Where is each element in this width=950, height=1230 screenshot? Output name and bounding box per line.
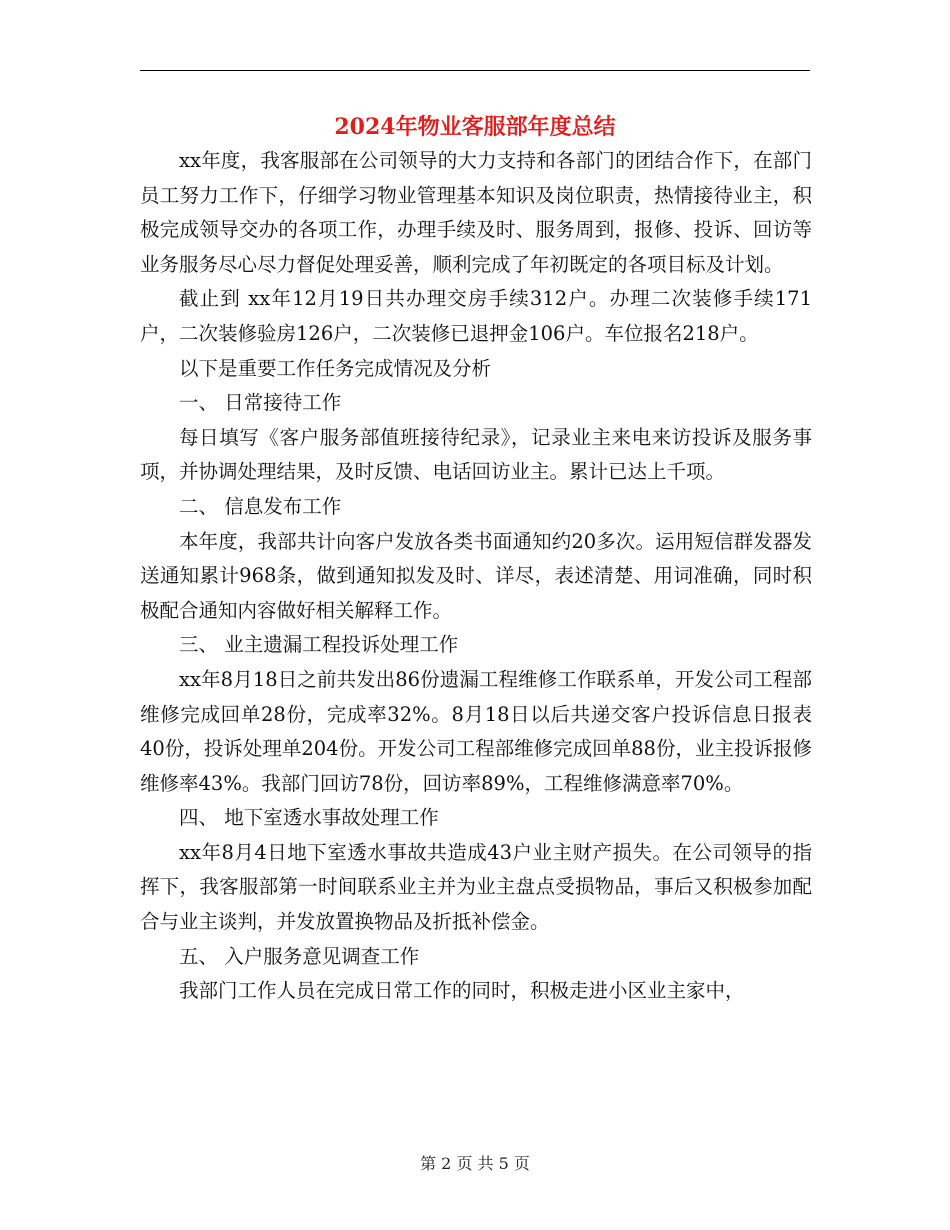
section-heading-basement: 四、 地下室透水事故处理工作	[179, 806, 439, 830]
section-heading-reception: 一、 日常接待工作	[179, 391, 342, 415]
paragraph-notices: 本年度，我部共计向客户发放各类书面通知约20多次。运用短信群发器发送通知累计968条，做到通知拟发及时、详尽，表述清楚、用词准确，同时积极配合通知内容做好相关解释工作。	[140, 529, 812, 622]
header-rule	[140, 70, 810, 71]
page-number: 第 2 页 共 5 页	[420, 1154, 530, 1173]
paragraph-complaints: xx年8月18日之前共发出86份遗漏工程维修工作联系单，开发公司工程部维修完成回单28份，完成率32%。8月18日以后共递交客户投诉信息日报表40份，投诉处理单204份。开发公司工程部维修完成回单88份，业主投诉报修维修率43%。我部门回访78份，回访率89%，工程维修满意率70%。	[140, 667, 812, 795]
document-title: 2024年物业客服部年度总结	[334, 114, 616, 140]
paragraph-reception: 每日填写《客户服务部值班接待纪录》，记录业主来电来访投诉及服务事项，并协调处理结果，及时反馈、电话回访业主。累计已达上千项。	[140, 425, 812, 484]
document-body	[140, 144, 812, 1009]
paragraph-statistics: 截止到 xx年12月19日共办理交房手续312户。办理二次装修手续171户，二次装修验房126户，二次装修已退押金106户。车位报名218户。	[140, 287, 812, 345]
section-heading-survey: 五、 入户服务意见调查工作	[179, 944, 420, 968]
paragraph-overview: 以下是重要工作任务完成情况及分析	[179, 356, 492, 380]
section-heading-complaints: 三、 业主遗漏工程投诉处理工作	[179, 633, 459, 657]
paragraph-survey: 我部门工作人员在完成日常工作的同时，积极走进小区业主家中，	[179, 979, 745, 1003]
paragraph-basement: xx年8月4日地下室透水事故共造成43户业主财产损失。在公司领导的指挥下，我客服部第一时间联系业主并为业主盘点受损物品，事后又积极参加配合与业主谈判，并发放置换物品及折抵补偿金。	[140, 840, 812, 934]
section-heading-notices: 二、 信息发布工作	[179, 494, 342, 518]
paragraph-intro: xx年度，我客服部在公司领导的大力支持和各部门的团结合作下，在部门员工努力工作下，仔细学习物业管理基本知识及岗位职责，热情接待业主，积极完成领导交办的各项工作，办理手续及时、服务周到，报修、投诉、回访等业务服务尽心尽力督促处理妥善，顺利完成了年初既定的各项目标及计划。	[140, 149, 812, 276]
